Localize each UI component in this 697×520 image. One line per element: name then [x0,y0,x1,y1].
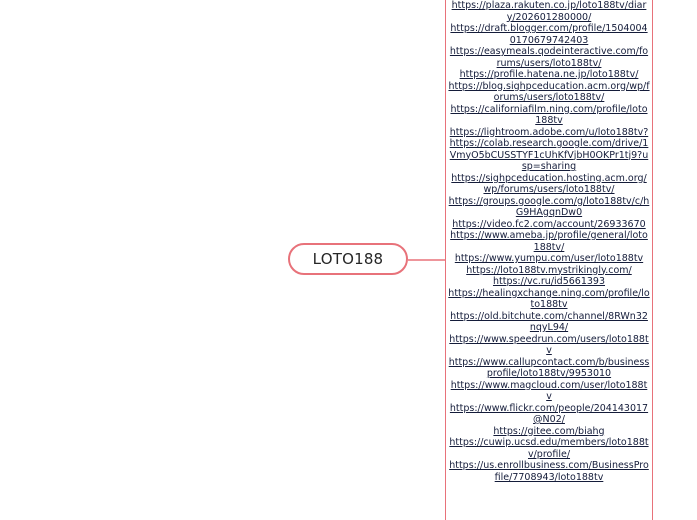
link-item[interactable]: https://www.yumpu.com/user/loto188tv [454,253,644,264]
link-item[interactable]: https://cuwip.ucsd.edu/members/loto188tv/profile/ [449,437,649,460]
link-item[interactable]: https://plaza.rakuten.co.jp/loto188tv/diary/202601280000/ [451,0,647,23]
link-item[interactable]: https://healingxchange.ning.com/profile/loto188tv [448,287,650,310]
link-item[interactable]: https://sighpceducation.hosting.acm.org/wp/forums/users/loto188tv/ [451,172,647,195]
link-item[interactable]: https://video.fc2.com/account/26933670 [452,218,646,230]
link-item[interactable]: https://old.bitchute.com/channel/8RWn32nqyL94/ [450,310,648,333]
central-topic-node[interactable] [288,243,408,275]
link-item[interactable]: https://californiafilm.ning.com/profile/loto188tv [450,103,648,126]
link-item[interactable]: https://lightroom.adobe.com/u/loto188tv? [449,126,649,138]
link-item[interactable]: https://www.callupcontact.com/b/businessprofile/loto188tv/9953010 [448,356,650,379]
link-item[interactable]: https://draft.blogger.com/profile/15040040170679742403 [450,23,648,46]
link-item[interactable]: https://profile.hatena.ne.jp/loto188tv/ [459,69,639,80]
links-topic-box[interactable] [445,0,653,520]
central-topic-label: LOTO188 [312,250,384,268]
link-list [446,0,652,483]
link-item[interactable]: https://www.flickr.com/people/204143017@N02/ [449,402,649,425]
link-item[interactable]: https://blog.sighpceducation.acm.org/wp/forums/users/loto188tv/ [448,80,650,103]
link-item[interactable]: https://groups.google.com/g/loto188tv/c/hG9HAgqnDw0 [448,195,650,218]
link-item[interactable]: https://www.speedrun.com/users/loto188tv [449,333,649,356]
link-item[interactable]: https://colab.research.google.com/drive/1VmyO5bCUSSTYF1cUhKfVjbH0OKPr1tj9?usp=sharing [449,138,649,172]
link-item[interactable]: https://loto188tv.mystrikingly.com/ [466,264,632,276]
link-item[interactable]: https://www.ameba.jp/profile/general/loto188tv/ [450,230,648,253]
link-item[interactable]: https://www.magcloud.com/user/loto188tv [450,379,648,402]
link-item[interactable]: https://vc.ru/id5661393 [492,276,606,287]
link-item[interactable]: https://us.enrollbusiness.com/BusinessProfile/7708943/loto188tv [449,460,649,483]
link-item[interactable]: https://easymeals.qodeinteractive.com/forums/users/loto188tv/ [449,46,649,69]
link-item[interactable]: https://gitee.com/biahg [493,425,605,437]
